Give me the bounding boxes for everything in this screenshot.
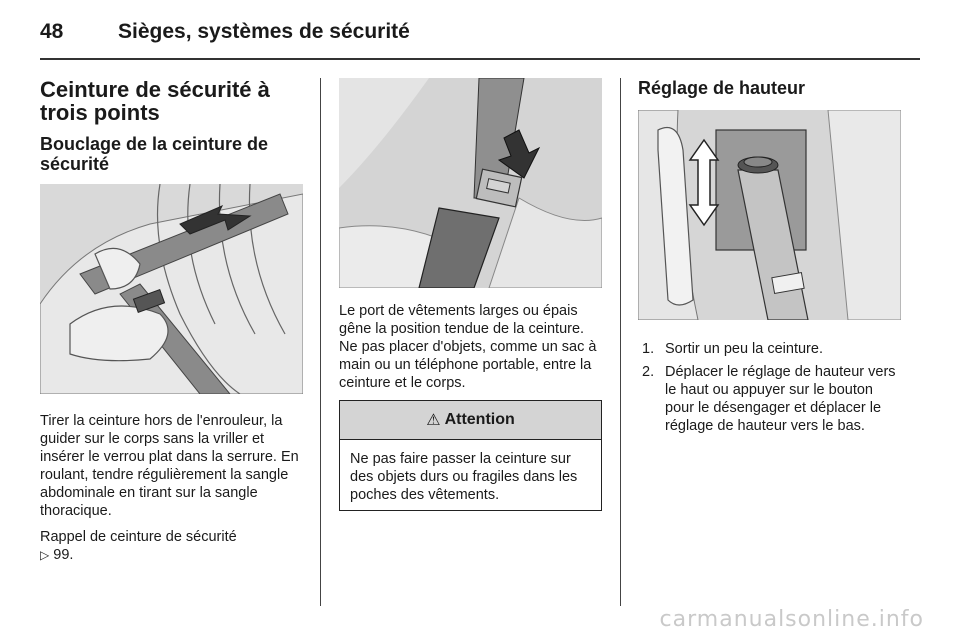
list-item: 1. Sortir un peu la ceinture.: [642, 341, 823, 357]
cross-reference-icon: ▷: [40, 548, 50, 562]
section-title: Ceinture de sécurité à trois points: [40, 77, 270, 125]
header-rule: [40, 58, 920, 60]
column-2: [339, 78, 602, 511]
warning-body: [340, 440, 601, 510]
running-title: Sièges, systèmes de sécurité: [118, 20, 410, 43]
buckle-illustration: [40, 184, 303, 394]
reminder-page-link[interactable]: 99.: [53, 547, 74, 563]
page-header: [40, 18, 920, 60]
height-adjuster-illustration: [638, 110, 901, 320]
subsection-title: Bouclage de la ceinture de sécurité: [40, 134, 269, 174]
warning-header: [340, 401, 601, 440]
column-divider: [620, 78, 621, 606]
list-item: 2. Déplacer le réglage de hauteur vers le haut ou appuyer sur le bouton pour le désengager et déplacer le réglage de hauteur vers le bas.: [642, 364, 896, 434]
column-1: [40, 78, 303, 572]
column-divider: [320, 78, 321, 606]
warning-triangle-icon: ⚠: [426, 412, 441, 429]
warning-title: Attention: [444, 411, 515, 428]
height-adjuster-illustration-svg: [638, 110, 901, 320]
warning-box: [339, 400, 602, 511]
column-3: [638, 78, 901, 440]
buckle-latch-illustration-svg: [339, 78, 602, 288]
adjustment-steps: [638, 340, 901, 435]
watermark: carmanualsonline.info: [659, 607, 924, 632]
buckle-illustration-svg: [40, 184, 303, 394]
reminder-reference: [40, 528, 303, 564]
clothing-advice: Le port de vêtements larges ou épais gêne la position tendue de la ceinture. Ne pas placer d'objets, comme un sac à main ou un téléphone portable, entre la ceinture et le corps.: [339, 303, 597, 391]
buckle-instructions: Tirer la ceinture hors de l'enrouleur, la guider sur le corps sans la vriller et insérer le verrou plat dans la serrure. En roulant, tendre régulièrement la sangle abdominale en tirant sur la sangle thoracique.: [40, 413, 299, 519]
subsection-title: Réglage de hauteur: [638, 78, 806, 98]
buckle-latch-illustration: [339, 78, 602, 288]
warning-text: Ne pas faire passer la ceinture sur des objets durs ou fragiles dans les poches des vêtements.: [350, 451, 578, 503]
reminder-label: Rappel de ceinture de sécurité: [40, 529, 237, 545]
page-number: 48: [40, 20, 64, 43]
